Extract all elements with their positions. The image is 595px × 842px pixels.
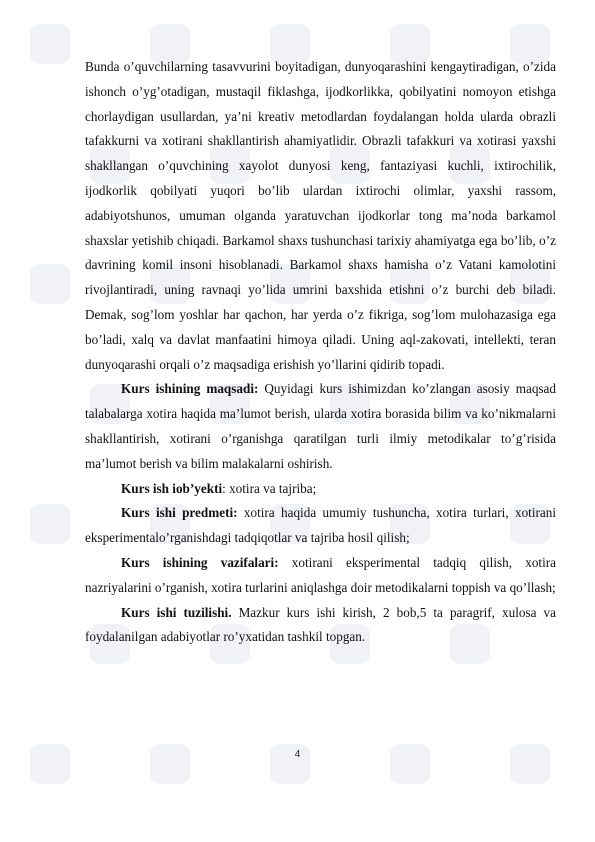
structure-label: Kurs ishi tuzilishi.	[121, 604, 232, 620]
goal-label: Kurs ishining maqsadi:	[121, 381, 259, 397]
page-number: 4	[294, 749, 301, 760]
subject-paragraph	[85, 501, 556, 551]
subject-text: xotira haqida umumiy tushuncha, xotira turlari, xotirani eksperimentalo’rganishdagi tadqiqotlar va tajriba hosil qilish;	[85, 505, 557, 546]
goal-text: Quyidagi kurs ishimizdan ko’zlangan asosiy maqsad talabalarga xotira haqida ma’lumot berish, ularda xotira borasida bilim va ko’nikmalarni shakllantirish, xotirani o’rganishga qaratilgan turli ilmiy metodikalar to’g’risida ma’lumot berish va bilim malakalarni oshirish.	[85, 381, 557, 471]
intro-paragraph: Bunda o’quvchilarning tasavvurini boyitadigan, dunyoqarashini kengaytiradigan, o’zida ishonch o’yg’otadigan, mustaqil fiklashga, ijodkorlikka, qobilyatini nomoyon etishga chorlaydigan usullardan, ya’ni kreativ metodlardan foydalangan holda ularda obrazli tafakkurni va xotirani shakllantirish ahamiyatlidir. Obrazli tafakkuri va xotirasi yaxshi shakllangan o’quvchining xayolot dunyosi keng, fantaziyasi kuchli, ixtirochilik, ijodkorlik qobilyati yuqori bo’lib ulardan ixtirochi olimlar, yaxshi rassom, adabiyotshunos, umuman olganda yaratuvchan ijodkorlar tong ma’noda barkamol shaxslar yetishib chiqadi. Barkamol shaxs tushunchasi tarixiy ahamiyatga ega bo’lib, o’z davrining komil insoni hisoblanadi. Barkamol shaxs hamisha o’z Vatani kamolotini rivojlantiradi, uning ravnaqi yo’lida umrini baxshida etishni o’z burchi deb biladi. Demak, sog’lom yoshlar har qachon, har yerda o’z fikriga, sog’lom mulohazasiga ega bo’ladi, xalq va davlat manfaatini himoya qiladi. Uning aql-zakovati, intellekti, teran dunyoqarashi orqali o’z maqsadiga erishish yo’llarini qidirib topadi.	[85, 59, 556, 372]
object-label: Kurs ish iob’yekti	[121, 480, 223, 496]
object-paragraph	[85, 477, 556, 502]
tasks-text: xotirani eksperimental tadqiq qilish, xotira nazriyalarini o’rganish, xotira turlarini aniqlashga doir metodikalarni toppish va qo’llash;	[85, 554, 556, 595]
tasks-label: Kurs ishining vazifalari:	[121, 554, 279, 570]
goal-paragraph	[85, 377, 556, 476]
subject-label: Kurs ishi predmeti:	[121, 505, 238, 521]
tasks-paragraph	[85, 551, 556, 601]
structure-text: Mazkur kurs ishi kirish, 2 bob,5 ta paragrif, xulosa va foydalanilgan adabiyotlar ro’yxatidan tashkil topgan.	[85, 604, 556, 645]
object-text: : xotira va tajriba;	[222, 480, 317, 496]
document-body	[85, 55, 556, 650]
structure-paragraph	[85, 601, 556, 651]
